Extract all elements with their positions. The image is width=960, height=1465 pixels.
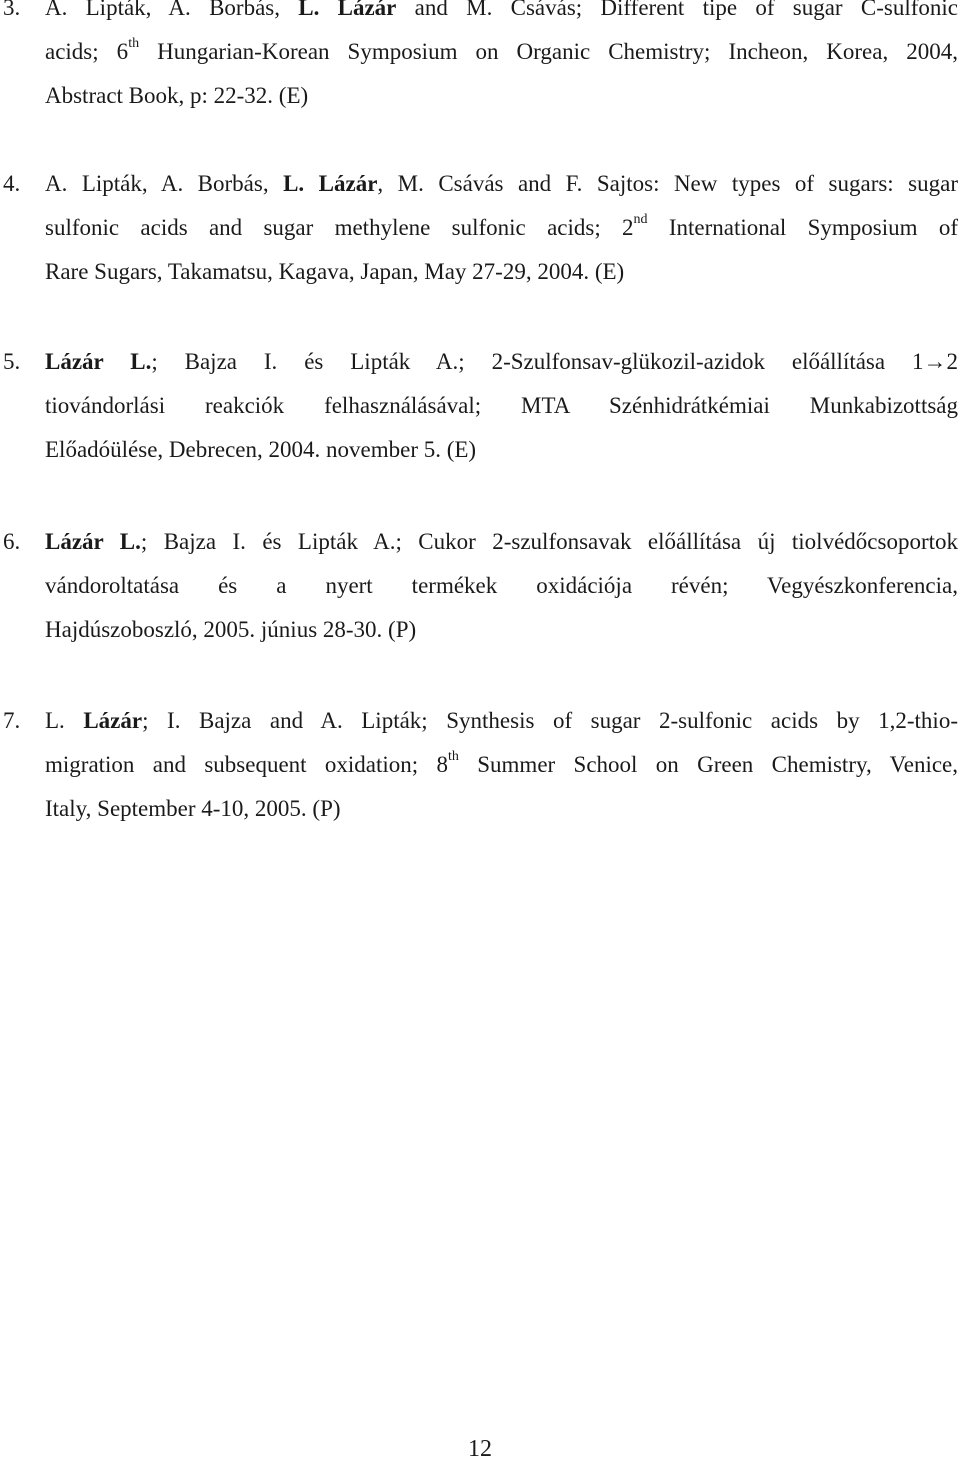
author-highlight: Lázár L.: [45, 349, 152, 374]
reference-number: 5.: [3, 349, 21, 374]
reference-line: Hajdúszoboszló, 2005. június 28-30. (P): [45, 617, 417, 642]
reference-line: Előadóülése, Debrecen, 2004. november 5. (E): [45, 437, 477, 462]
author-highlight: L. Lázár: [283, 171, 378, 196]
ordinal-superscript: nd: [633, 212, 648, 228]
reference-line: sulfonic acids and sugar methylene sulfonic acids; 2nd International Symposium of: [45, 212, 958, 240]
reference-number: 6.: [3, 529, 21, 554]
reference-number: 7.: [3, 708, 21, 733]
reference-number: 3.: [3, 0, 21, 20]
reference-line: Italy, September 4-10, 2005. (P): [45, 796, 341, 821]
reference-line: Rare Sugars, Takamatsu, Kagava, Japan, May 27-29, 2004. (E): [45, 259, 625, 284]
reference-line: acids; 6th Hungarian-Korean Symposium on Organic Chemistry; Incheon, Korea, 2004,: [45, 36, 958, 64]
reference-line: migration and subsequent oxidation; 8th Summer School on Green Chemistry, Venice,: [45, 749, 958, 777]
author-highlight: L. Lázár: [298, 0, 397, 20]
reference-line: L. Lázár; I. Bajza and A. Lipták; Synthesis of sugar 2-sulfonic acids by 1,2-thio-: [45, 708, 958, 733]
reference-line: tiovándorlási reakciók felhasználásával; MTA Szénhidrátkémiai Munkabizottság: [45, 393, 958, 418]
reference-line: Lázár L.; Bajza I. és Lipták A.; 2-Szulfonsav-glükozil-azidok előállítása 1→2: [45, 349, 958, 374]
reference-line: Abstract Book, p: 22-32. (E): [45, 83, 309, 108]
reference-line: A. Lipták, A. Borbás, L. Lázár, M. Csávás and F. Sajtos: New types of sugars: sugar: [45, 171, 958, 196]
author-highlight: Lázár L.: [45, 529, 141, 554]
reference-line: Lázár L.; Bajza I. és Lipták A.; Cukor 2-szulfonsavak előállítása új tiolvédőcsoportok: [45, 529, 958, 554]
author-highlight: Lázár: [83, 708, 143, 733]
reference-line: vándoroltatása és a nyert termékek oxidációja révén; Vegyészkonferencia,: [45, 573, 958, 598]
ordinal-superscript: th: [448, 749, 459, 765]
reference-line: A. Lipták, A. Borbás, L. Lázár and M. Csávás; Different tipe of sugar C-sulfonic: [45, 0, 958, 24]
ordinal-superscript: th: [128, 36, 140, 52]
page-number: 12: [468, 1436, 492, 1462]
reference-number: 4.: [3, 171, 21, 196]
